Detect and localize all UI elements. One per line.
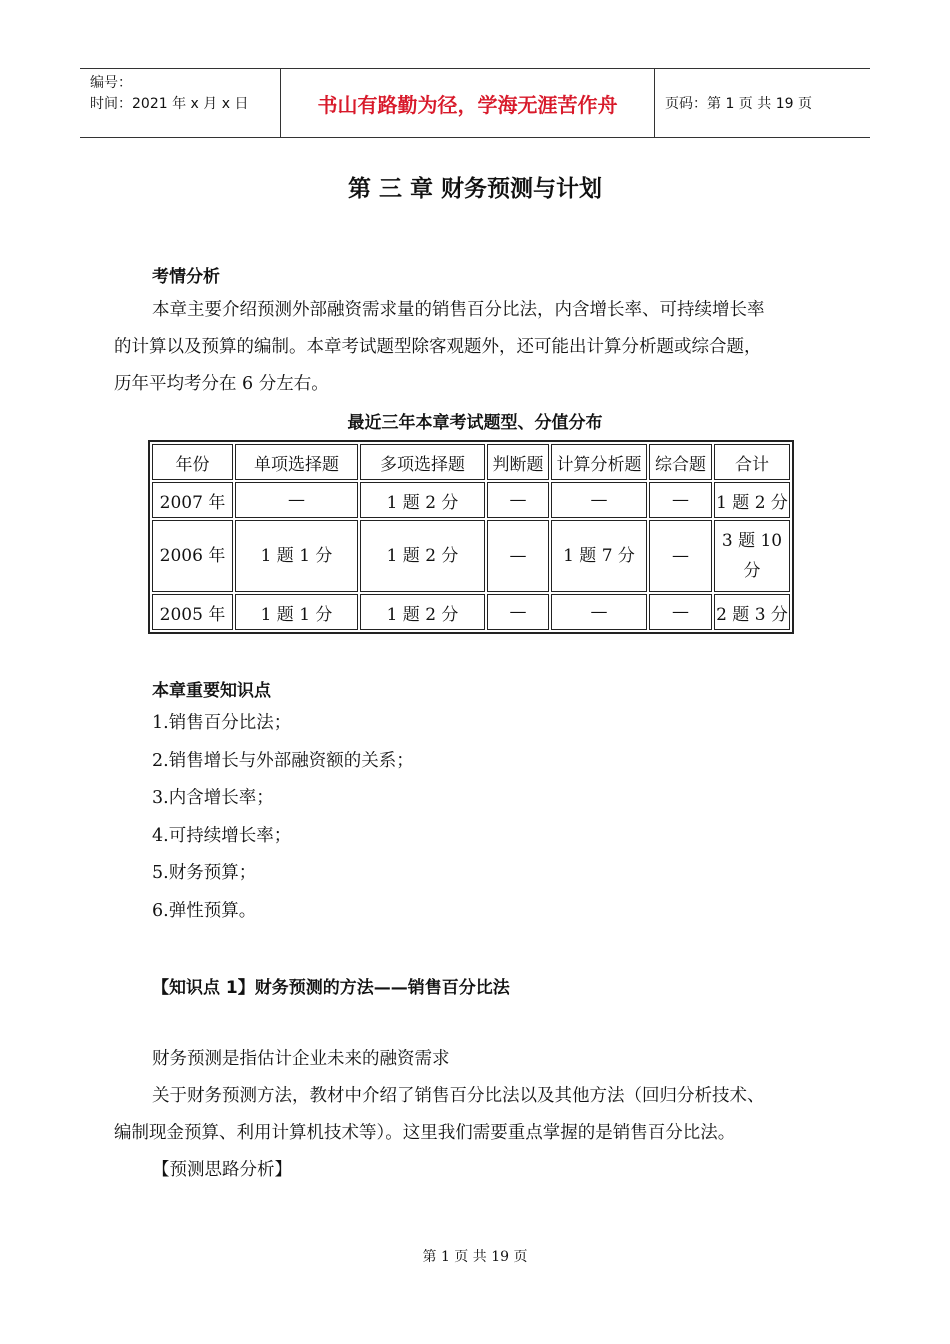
table-cell: — <box>649 594 712 630</box>
list-item: 5.财务预算； <box>152 863 257 883</box>
score-distribution-table <box>148 440 794 634</box>
table-header-row <box>152 444 790 480</box>
table-row <box>152 482 790 518</box>
table-cell: — <box>235 482 358 518</box>
table-header-cell: 合计 <box>714 444 790 480</box>
paragraph-line: 关于财务预测方法，教材中介绍了销售百分比法以及其他方法（回归分析技术、 <box>152 1086 765 1106</box>
list-item: 3.内含增长率； <box>152 788 274 808</box>
subheading-forecast-analysis: 【预测思路分析】 <box>152 1160 292 1180</box>
forecast-paragraph <box>114 1041 834 1189</box>
table-cell: 2006 年 <box>152 520 233 592</box>
list-item: 2.销售增长与外部融资额的关系； <box>152 750 414 771</box>
table-caption: 最近三年本章考试题型、分值分布 <box>347 413 603 433</box>
table-cell: 1 题 1 分 <box>235 594 358 630</box>
table-cell: 1 题 2 分 <box>360 520 485 592</box>
chapter-title: 第 三 章 财务预测与计划 <box>347 176 603 202</box>
table-cell: — <box>487 594 549 630</box>
table-header-cell: 综合题 <box>649 444 712 480</box>
page-header <box>80 68 870 138</box>
paragraph-line: 的计算以及预算的编制。本章考试题型除客观题外，还可能出计算分析题或综合题， <box>114 337 762 357</box>
page-footer: 第 1 页 共 19 页 <box>422 1249 528 1265</box>
table-cell: 3 题 10 分 <box>714 520 790 592</box>
table-cell: — <box>551 482 647 518</box>
table-cell: — <box>551 594 647 630</box>
table-row <box>152 520 790 592</box>
table-header-cell: 判断题 <box>487 444 549 480</box>
header-motto: 书山有路勤为径，学海无涯苦作舟 <box>281 69 655 137</box>
table-header-cell: 单项选择题 <box>235 444 358 480</box>
list-item: 1.销售百分比法； <box>152 713 292 733</box>
paragraph-line: 财务预测是指估计企业未来的融资需求 <box>152 1049 450 1069</box>
table-cell: 2 题 3 分 <box>714 594 790 630</box>
table-row <box>152 594 790 630</box>
table-cell: — <box>649 520 712 592</box>
paragraph-line: 历年平均考分在 6 分左右。 <box>114 374 329 394</box>
paragraph-line: 本章主要介绍预测外部融资需求量的销售百分比法，内含增长率、可持续增长率 <box>152 300 765 320</box>
table-cell: 1 题 2 分 <box>360 594 485 630</box>
header-page-number: 页码：第 1 页 共 19 页 <box>665 96 812 112</box>
section-heading-key-points: 本章重要知识点 <box>152 681 271 701</box>
exam-analysis-paragraph <box>114 292 834 403</box>
code-label: 编号： <box>90 75 132 91</box>
time-label: 时间：2021 年 x 月 x 日 <box>90 96 249 112</box>
key-points-list <box>152 705 414 930</box>
table-cell: — <box>649 482 712 518</box>
table-cell: 1 题 2 分 <box>714 482 790 518</box>
table-cell: — <box>487 482 549 518</box>
table-cell: 1 题 7 分 <box>551 520 647 592</box>
header-meta <box>80 69 281 137</box>
section-heading-knowledge-point-1: 【知识点 1】财务预测的方法——销售百分比法 <box>152 978 510 998</box>
table-cell: 1 题 1 分 <box>235 520 358 592</box>
table-header-cell: 多项选择题 <box>360 444 485 480</box>
list-item: 6.弹性预算。 <box>152 900 257 921</box>
table-header-cell: 计算分析题 <box>551 444 647 480</box>
table-cell: 2007 年 <box>152 482 233 518</box>
table-cell: 1 题 2 分 <box>360 482 485 518</box>
section-heading-exam-analysis: 考情分析 <box>152 267 220 287</box>
paragraph-line: 编制现金预算、利用计算机技术等）。这里我们需要重点掌握的是销售百分比法。 <box>114 1123 736 1143</box>
table-header-cell: 年份 <box>152 444 233 480</box>
list-item: 4.可持续增长率； <box>152 825 292 846</box>
table-cell: 2005 年 <box>152 594 233 630</box>
table-cell: — <box>487 520 549 592</box>
